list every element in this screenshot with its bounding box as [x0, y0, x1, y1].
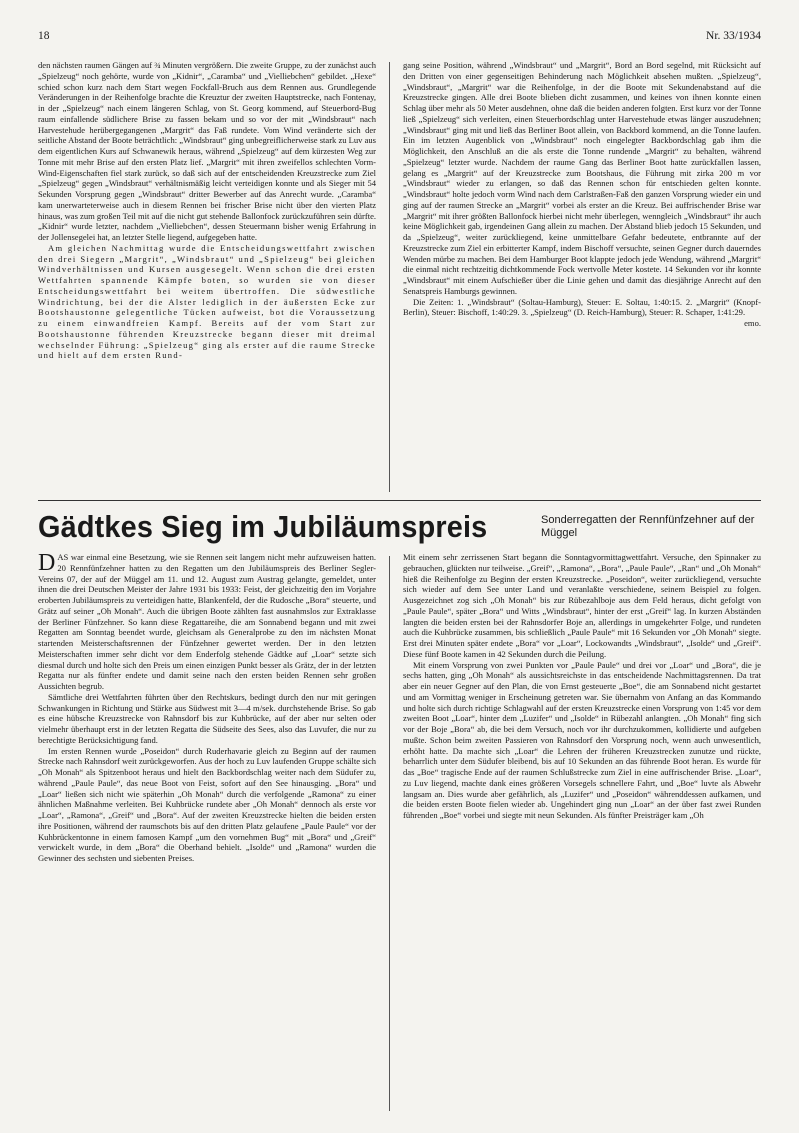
paragraph: Mit einem sehr zerrissenen Start begann die Sonntagvormittagwettfahrt. Versuche, den Spinnaker zu gebrauchen, glückten nur teilweise. „Greif“, „Ramona“, „Bora“, „Paule Paule“, „Ran“ und „Oh Monah“ hieß die Reihenfolge zu Beginn der ersten Kreuzstrecke. „Poseidon“, weiter zurückliegend, versuchte sich wieder auf dem See unter Land und veranlaßte verschiedene, seinem Beispiel zu folgen. Ausgezeichnet zog sich „Oh Monah“ bis zur Rübezahlboje aus dem Feld heraus, dicht gefolgt von „Paule Paule“, später „Bora“ und Witts „Windsbraut“, hinter der erst „Greif“ lag. In kurzen Abständen langten die beiden ersten bei der Rahnsdorfer Boje an, allerdings in umgekehrter Folge, und rundeten auch die Kuhbrücke zusammen, bis schließlich „Paule Paule“ mit 16 Sekunden vor „Oh Monah“ siegte. Erst drei Minuten später endete „Bora“ vor „Loar“, Lockowandts „Windsbraut“, „Isolde“ und „Greif“. Diese fünf Boote kamen in 42 Sekunden durch die Peilung.	[403, 552, 761, 659]
lead-text: AS war einmal eine Besetzung, wie sie Rennen seit langem nicht mehr aufzuweisen hatten. 20 Rennfünfzehner hatten zu den Regatten um den Jubiläumspreis des Berliner Segler-Vereins 07, der auf der Müggel am 11. und 12. August zum Austrag gelangte, gemeldet, unter ihnen die drei Deutschen Meister der Jahre 1931 bis 1933: Feist, der gleichzeitig den im Vorjahre eroberten Jubiläumspreis zu verteidigen hatte, Blankenfeld, der die Rudosche „Bora“ steuerte, und Grätz auf seiner „Oh Monah“. Auch die übrigen Boote zählten fast ausnahmslos zur Extraklasse der Berliner Fünfzehner. So kann diese Regattareihe, die am Sonnabend begann und mit zwei Regatten am Sonntag beendet wurde, gleichsam als Generalprobe zu den im nächsten Monat startenden Meisterschaftsrennen der Fünfzehner gewertet werden. Der in den letzten Meisterschaften immer sehr dicht vor dem Enderfolg stehende Gädtke auf „Loar“ setzte sich diesmal durch und holte sich den Preis um einen einzigen Punkt besser als Grätz, der in der letzten Regatta nur als fünfter endete und damit seine nach den ersten beiden Rennen sehr großen Aussichten begrub.	[38, 552, 376, 691]
paragraph: den nächsten raumen Gängen auf ¾ Minuten vergrößern. Die zweite Gruppe, zu der zunächst auch „Spielzeug“ noch gehörte, wurde von „Kidnir“, „Caramba“ und „Vielliebchen“ gebildet. „Hexe“ schied schon kurz nach dem Start wegen Fockfall-Bruch aus dem Rennen aus. Grundlegende Veränderungen in der Reihenfolge brachte die Kreuztur der zweiten Hauptstrecke, nach Fontenay, in der „Spielzeug“ nach einem längeren Schlag, von St. Georg kommend, auf Steuerbord-Bug raum einfallende südlichere Brise zu fassen bekam und so vor der mit „Windsbraut“ nach Harvestehude herübergegangenen „Margrit“ das Faß rundete. Vom Wind veränderte sich der seitliche Abstand der Boote beträchtlich: „Windsbraut“ ging unbegreiflicherweise stark zu Luv aus dem eigentlichen Kurs auf Schwanewik heraus, während „Spielzeug“ auf dem kürzesten Weg zur Tonne mit mehr Brise auf den ersten Platz lief. „Margrit“ mit ihren zweifellos schlechten Vorm-Wind-Eigenschaften fiel stark zurück, so daß sich auf der entscheidenden Kreuzstrecke zum Ziel „Spielzeug“ gegen „Windsbraut“ verhältnismäßig leicht verteidigen konnte und als Sieger mit 54 Sekunden Vorsprung gegen „Windsbraut“ dritter Bewerber auf das Anrecht wurde. „Caramba“ kam unerwarteterweise auch in diesem Rennen bei frischer Brise nicht über den vierten Platz hinaus, was zum großen Teil mit auf die nicht gut stehende Ballonfock zurückzuführen sein dürfte. „Kidnir“ wurde letzter, nachdem „Vielliebchen“, dessen Steuermann bisher wenig Erfahrung in der Jollensegelei hat, an letzter Stelle liegend, aufgegeben hatte.	[38, 60, 376, 242]
drop-cap: D	[38, 550, 56, 576]
paragraph: Am gleichen Nachmittag wurde die Entscheidungswettfahrt zwischen den drei Siegern „Margrit“, „Windsbraut“ und „Spielzeug“ bei gleichen Windverhältnissen und Kursen ausgesegelt. Wenn schon die drei ersten Wettfahrten spannende Kämpfe boten, so wurden sie von dieser Entscheidungswettfahrt bei weitem übertroffen. Die südwestliche Windrichtung, bei der die Alster lediglich in der äußersten Ecke zur Bootshaustonne gelegentliche Tücken aufweist, bot die Voraussetzung zu einem einwandfreien Kampf. Bereits auf der vom Start zur Bootshaustonne führenden Kreuzstrecke begann dieser mit dreimal wechselnder Führung: „Spielzeug“ ging als erster auf die raume Strecke und hielt auf dem ersten Rund-	[38, 242, 376, 361]
column-divider	[389, 556, 390, 1111]
issue-number: Nr. 33/1934	[706, 30, 761, 42]
article-subtitle: Sonderregatten der Rennfünfzehner auf der Müggel	[541, 514, 755, 539]
paragraph: Sämtliche drei Wettfahrten führten über den Rechtskurs, bedingt durch den nur mit geringen Schwankungen in Richtung und Stärke aus Südwest mit 3—4 m/sek. durchstehende Brise. So gab es eine hübsche Kreuzstrecke von Rahnsdorf bis zur Kuhbrücke, auf der aber nur selten oder vielmehr überhaupt erst in der letzten Regatta die Südseite des Sees, also das Luvufer, die nur zu berechtigte Berücksichtigung fand.	[38, 691, 376, 745]
author-signature: emo.	[744, 318, 761, 328]
article-title: Gädtkes Sieg im Jubiläumspreis	[38, 509, 488, 544]
page-number: 18	[38, 30, 50, 42]
results-paragraph: Die Zeiten: 1. „Windsbraut“ (Soltau-Hamburg), Steuer: E. Soltau, 1:40:15. 2. „Margrit“ (Knopf-Berlin), Steuer: Bischoff, 1:40:29. 3. „Spielzeug“ (D. Reich-Hamburg), Steuer: R. Schaper, 1:41:29.	[403, 296, 761, 318]
paragraph: Im ersten Rennen wurde „Poseidon“ durch Ruderhavarie gleich zu Beginn auf der raumen Strecke nach Rahnsdorf weit zurückgeworfen. Aus der hoch zu Luv laufenden Gruppe schälte sich „Oh Monah“ als Spitzenboot heraus und hielt den Backbordschlag weiter nach dem Südufer zu, während „Paule Paule“, das neue Boot von Feist, sofort auf den See hinausging. „Bora“ und „Loar“ ließen sich nicht wie späterhin „Oh Monah“ durch die verfolgende „Ramona“ zu einer ähnlichen Maßnahme verleiten. Bei Kuhbrücke rundete aber „Oh Monah“ dennoch als erste vor „Loar“, „Ramona“, „Greif“ und „Bora“. Auf der zweiten Kreuzstrecke hielten die beiden ersten ihre Positionen, während der raumschots bis auf den dritten Platz gelaufene „Paule Paule“ vor der Kuhbrückentonne in einem famosen Kampf „um den vornehmen Bug“ mit „Bora“ und „Greif“ verwickelt wurde, in dem „Bora“ die Oberhand behielt. „Isolde“ und „Ramona“ wurden die Gewinner des sechsten und siebenten Preises.	[38, 745, 376, 863]
paragraph	[38, 552, 376, 692]
article-right-column	[403, 552, 761, 821]
upper-right-column	[403, 60, 761, 329]
column-divider	[389, 62, 390, 492]
section-rule	[38, 500, 761, 501]
upper-left-column	[38, 60, 376, 361]
paragraph: Mit einem Vorsprung von zwei Punkten vor „Paule Paule“ und drei vor „Loar“ und „Bora“, die je sechs hatten, ging „Oh Monah“ als aussichtsreichste in das entscheidende Nachmittagsrennen. Da trat aber ein neuer Gegner auf den Plan, die von Ernst gesteuerte „Boe“, die am Sonnabend nicht gestartet und am Vormittag weniger in Erscheinung getreten war. Sie übernahm von Anfang an das Kommando und holte sich durch richtige Schlagwahl auf der ersten Kreuzstrecke einen Vorsprung von 1:45 vor dem zweiten Boot „Loar“, hinter dem „Luzifer“ und „Isolde“ in Rübezahl anlangten. „Oh Monah“ fing sich vor der Boje „Bora“ ab, die bei dem Versuch, noch vor ihr durchzukommen, kollidierte und aufgeben mußte. Schon beim zweiten Passieren von Rahnsdorf den Vorsprung noch, wenn auch unwesentlich, erhöht hatte. Da machte sich „Loar“ die Lehren der früheren Kreuzstrecken zunutze und rückte, beharrlich unter dem Südufer bleibend, bis auf 10 Sekunden an das führende Boot heran. Es wurde für das „Boe“ tragische Ende auf der raumen Schlußstrecke zum Ziel in eine auffrischender Brise. „Loar“, zu Luv liegend, machte dank eines größeren Vorsegels schnellere Fahrt, und „Boe“ luvte als Abwehr langsam an. Dies wurde aber gefährlich, als „Luzifer“ und „Poseidon“ währenddessen aufkamen, und die beiden ersten Boote fielen wieder ab. Ungehindert ging nun „Loar“ an der über fast zwei Runden führenden „Boe“ vorbei und siegte mit neun Sekunden. Als fünfter Preisträger kam „Oh	[403, 659, 761, 820]
page-header	[38, 30, 761, 46]
paragraph: gang seine Position, während „Windsbraut“ und „Margrit“, Bord an Bord segelnd, mit Rücksicht auf den Dritten von einer gegenseitigen Behinderung nach Möglichkeit absehen mußten. „Spielzeug“, „Windsbraut“, „Margrit“ war die Reihenfolge, in der die Boote mit Sekundenabstand auf die Kreuzstrecke gingen. Alle drei Boote blieben dicht zusammen, und keines von ihnen konnte einen Schlag über mehr als 50 Meter ausdehnen, ohne daß die beiden anderen folgten. Erst kurz vor der Tonne ließ „Spielzeug“ sich verleiten, einen Steuerbordschlag unter Harvestehude etwas länger auszudehnen; „Windsbraut“ ging mit und ließ das Berliner Boot allein, von Backbord kommend, an die Tonne laufen. Ein im letzten Augenblick von „Windsbraut“ noch eingelegter Backbordschlag gab ihm die Möglichkeit, den Anschluß an die als erste die Tonne rundende „Margrit“ zu behalten, während „Spielzeug“ letzter wurde. Nachdem der raume Gang das Berliner Boot hatte zurückfallen lassen, gelang es „Margrit“ auf der Kreuzstrecke zum Bootshaus, die Führung mit zirka 200 m vor „Windsbraut“ wieder zu erlangen, so daß das Rennen schon für entschieden gelten konnte. „Windsbraut“ holte jedoch vorm Wind nach dem Carlstraßen-Faß den ganzen Vorsprung wieder ein und ging auf der raumen Strecke an „Margrit“ vorbei als erster an die Kreuz. Bei auffrischender Brise war „Margrit“ mit ihrer größten Ballonfock hierbei nicht mehr überlegen, wenngleich „Windsbraut“ ihr auch keine Möglichkeit gab, irgendeinen Gang allein zu machen. Der Abstand blieb jedoch 15 Sekunden, und da „Spielzeug“, weiter zurückliegend, keine unmittelbare Gefahr bedeutete, entbrannte auf der Kreuzstrecke zum Ziel ein erbitterter Kampf, indem Bischoff versuchte, seinen Gegner durch dauerndes Wenden mürbe zu machen. Bei dem Hamburger Boot klappte jedoch jede Wendung, während „Margrit“ die einmal nicht rechtzeitig dichtkommende Fock wertvolle Meter kostete. 14 Sekunden vor ihr konnte „Windsbraut“ mit einem Aufschießer über die Linie gehen und damit das diesjährige Anrecht auf den Senatspreis Hamburgs gewinnen.	[403, 60, 761, 296]
article-left-column	[38, 552, 376, 864]
